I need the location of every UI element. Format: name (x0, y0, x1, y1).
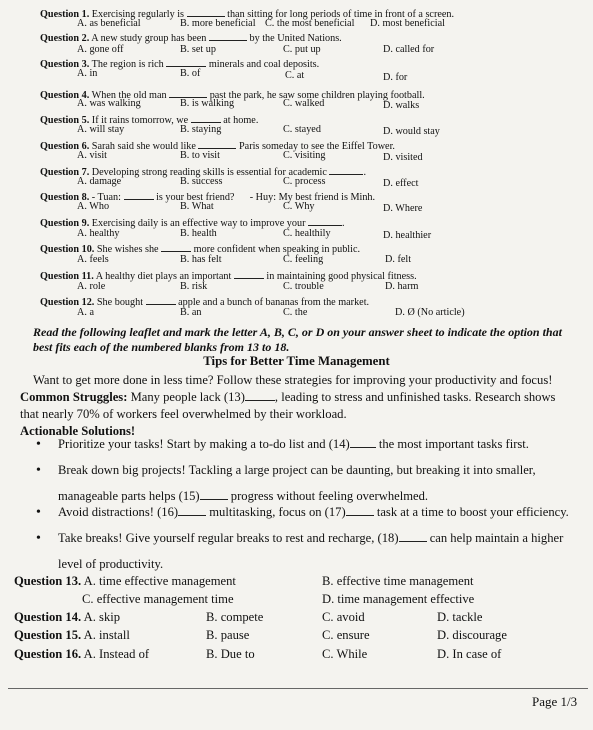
option-d: D. harm (385, 281, 419, 292)
option-b: B. to visit (180, 150, 220, 161)
answer-blank (245, 390, 275, 401)
paragraph-text: multitasking, focus on (17) (209, 505, 346, 519)
option-a: A. a (77, 307, 94, 318)
option-a: A. role (77, 281, 106, 292)
option-a: A. healthy (77, 228, 120, 239)
option-c: C. the (283, 307, 308, 318)
option-d: D. walks (383, 100, 420, 111)
paragraph-text: Many people lack (13) (130, 390, 245, 404)
option-a: A. will stay (77, 124, 125, 135)
question-label: Question 9. (40, 218, 90, 229)
option-c: C. healthily (283, 228, 331, 239)
question-label: Question 7. (40, 167, 90, 178)
option-c: C. ensure (322, 628, 370, 642)
option-d: D. for (383, 72, 408, 83)
bullet-icon: • (36, 463, 41, 478)
answer-blank (166, 56, 206, 67)
question-label: Question 1. (40, 9, 90, 20)
question-text: Sarah said she would like (91, 141, 196, 152)
answer-blank (178, 505, 206, 516)
question-text: A healthy diet plays an important (95, 271, 232, 282)
question-text: at home. (223, 115, 259, 126)
option-c: C. the most beneficial (265, 18, 355, 29)
option-d: D. tackle (437, 610, 483, 624)
paragraph-text: Break down big projects! Tackling a large project can be daunting, but breaking it into smaller, (58, 463, 536, 477)
option-d: D. called for (383, 44, 435, 55)
bullet-break-down (58, 457, 576, 483)
question-16 (14, 647, 149, 662)
question-text: apple and a bunch of bananas from the market. (178, 297, 370, 308)
common-struggles (20, 389, 583, 406)
paragraph-text: can help maintain a higher (429, 531, 564, 545)
question-label: Question 16. (14, 647, 82, 661)
paragraph-text: Prioritize your tasks! Start by making a to-do list and (14) (58, 437, 350, 451)
reading-instruction: Read the following leaflet and mark the letter A, B, C, or D on your answer sheet to indicate the option that best fits each of the numbered blanks from 13 to 18. (33, 325, 562, 354)
option-a: A. feels (77, 254, 109, 265)
answer-blank (308, 215, 342, 226)
option-d: D. time management effective (322, 592, 475, 606)
option-a: A. damage (77, 176, 122, 187)
bullet-avoid-distractions (58, 499, 576, 525)
question-text: more confident when speaking in public. (193, 244, 361, 255)
bullet-prioritize (58, 431, 576, 457)
question-label: Question 10. (40, 244, 95, 255)
question-text: Exercising regularly is (91, 9, 185, 20)
answer-blank (350, 437, 376, 448)
bullet-icon: • (36, 437, 41, 452)
option-c: C. walked (283, 98, 325, 109)
option-c: C. visiting (283, 150, 326, 161)
option-b: B. health (180, 228, 217, 239)
option-d: D. visited (383, 152, 423, 163)
question-text: The region is rich (91, 59, 164, 70)
question-14 (14, 610, 120, 625)
answer-blank (161, 241, 191, 252)
option-a: A. gone off (77, 44, 124, 55)
option-b: B. set up (180, 44, 216, 55)
question-label: Question 6. (40, 141, 90, 152)
question-text: Developing strong reading skills is essential for academic (91, 167, 327, 178)
question-text: She bought (96, 297, 144, 308)
option-d: D. In case of (437, 647, 502, 661)
option-a: A. in (77, 68, 98, 79)
option-d: D. most beneficial (370, 18, 445, 29)
option-a: A. as beneficial (77, 18, 141, 29)
question-label: Question 14. (14, 610, 82, 624)
option-b: B. compete (206, 610, 264, 624)
answer-blank (209, 30, 247, 41)
bullet-icon: • (36, 531, 41, 546)
question-label: Question 15. (14, 628, 82, 642)
bullet-take-breaks (58, 525, 576, 551)
question-text: If it rains tomorrow, we (91, 115, 189, 126)
option-d: D. discourage (437, 628, 507, 642)
option-b: B. success (180, 176, 223, 187)
option-a: A. was walking (77, 98, 141, 109)
option-a: A. Instead of (83, 647, 150, 661)
question-text: is your best friend? (156, 192, 235, 203)
question-2 (40, 30, 342, 45)
answer-blank (198, 138, 236, 149)
option-d: D. would stay (383, 126, 440, 137)
option-b: B. is walking (180, 98, 235, 109)
option-a: A. Who (77, 201, 110, 212)
question-text: in maintaining good physical fitness. (266, 271, 417, 282)
question-text: . (363, 167, 366, 178)
question-text: Paris someday to see the Eiffel Tower. (239, 141, 395, 152)
question-label: Question 11. (40, 271, 94, 282)
option-d: D. felt (385, 254, 412, 265)
option-c: C. avoid (322, 610, 365, 624)
bullet-icon: • (36, 505, 41, 520)
option-c: C. stayed (283, 124, 321, 135)
option-b: B. effective time management (322, 574, 474, 588)
paragraph-text: Avoid distractions! (16) (58, 505, 179, 519)
option-c: C. at (285, 70, 305, 81)
answer-blank (346, 505, 374, 516)
option-b: B. risk (180, 281, 208, 292)
question-5 (40, 112, 258, 127)
option-b: B. has felt (180, 254, 222, 265)
question-label: Question 8. (40, 192, 90, 203)
footer-divider (8, 688, 588, 689)
option-c: C. Why (283, 201, 315, 212)
question-label: Question 5. (40, 115, 90, 126)
option-b: B. an (180, 307, 202, 318)
question-label: Question 13. (14, 574, 82, 588)
option-c: C. effective management time (82, 592, 234, 606)
question-text: Exercising daily is an effective way to improve your (91, 218, 306, 229)
paragraph-text: manageable parts helps (15) (58, 489, 200, 503)
option-b: B. more beneficial (180, 18, 256, 29)
option-c: C. put up (283, 44, 321, 55)
answer-blank (187, 6, 225, 17)
question-text: by the United Nations. (249, 33, 342, 44)
solutions-label: Actionable Solutions! (20, 424, 136, 438)
option-d: D. healthier (383, 230, 432, 241)
leaflet-intro: Want to get more done in less time? Follow these strategies for improving your productivity and focus! (33, 373, 553, 387)
option-d: D. effect (383, 178, 419, 189)
section-label: Common Struggles: (20, 390, 128, 404)
question-label: Question 3. (40, 59, 90, 70)
paragraph-text: , leading to stress and unfinished tasks. Research shows (274, 390, 556, 404)
question-label: Question 12. (40, 297, 95, 308)
paragraph-text: the most important tasks first. (378, 437, 529, 451)
paragraph-text: Take breaks! Give yourself regular breaks to rest and recharge, (18) (58, 531, 399, 545)
option-a: A. time effective management (83, 574, 236, 588)
answer-blank (234, 268, 264, 279)
paragraph-text: task at a time to boost your efficiency. (376, 505, 569, 519)
option-a: A. visit (77, 150, 108, 161)
question-text: minerals and coal deposits. (208, 59, 320, 70)
option-b: B. of (180, 68, 201, 79)
question-text: . (342, 218, 345, 229)
option-b: B. pause (206, 628, 250, 642)
struggles-continued: that nearly 70% of workers feel overwhelmed by their workload. (20, 407, 347, 421)
paragraph-text: progress without feeling overwhelmed. (230, 489, 429, 503)
option-c: C. process (283, 176, 326, 187)
question-label: Question 4. (40, 90, 90, 101)
option-c: C. trouble (283, 281, 324, 292)
answer-blank (124, 189, 154, 200)
option-b: B. What (180, 201, 214, 212)
question-text: than sitting for long periods of time in front of a screen. (227, 9, 455, 20)
option-b: B. Due to (206, 647, 255, 661)
page-number: Page 1/3 (532, 694, 578, 709)
question-label: Question 2. (40, 33, 90, 44)
question-text: She wishes she (96, 244, 159, 255)
question-15 (14, 628, 130, 643)
option-a: A. install (83, 628, 130, 642)
answer-blank (146, 294, 176, 305)
option-d: D. Ø (No article) (395, 307, 465, 318)
answer-blank (399, 531, 427, 542)
option-a: A. skip (83, 610, 121, 624)
paragraph-text: level of productivity. (58, 557, 164, 571)
question-13 (14, 574, 236, 589)
option-c: C. feeling (283, 254, 324, 265)
question-text: - Huy: My best friend is Minh. (249, 192, 376, 203)
option-d: D. Where (383, 203, 423, 214)
option-b: B. staying (180, 124, 222, 135)
answer-blank (329, 164, 363, 175)
question-text: - Tuan: (91, 192, 121, 203)
question-text: A new study group has been (91, 33, 207, 44)
answer-blank (191, 112, 221, 123)
answer-blank (169, 87, 207, 98)
question-text: When the old man (91, 90, 167, 101)
question-text: past the park, he saw some children playing football. (209, 90, 425, 101)
option-c: C. While (322, 647, 368, 661)
leaflet-title: Tips for Better Time Management (203, 354, 390, 368)
